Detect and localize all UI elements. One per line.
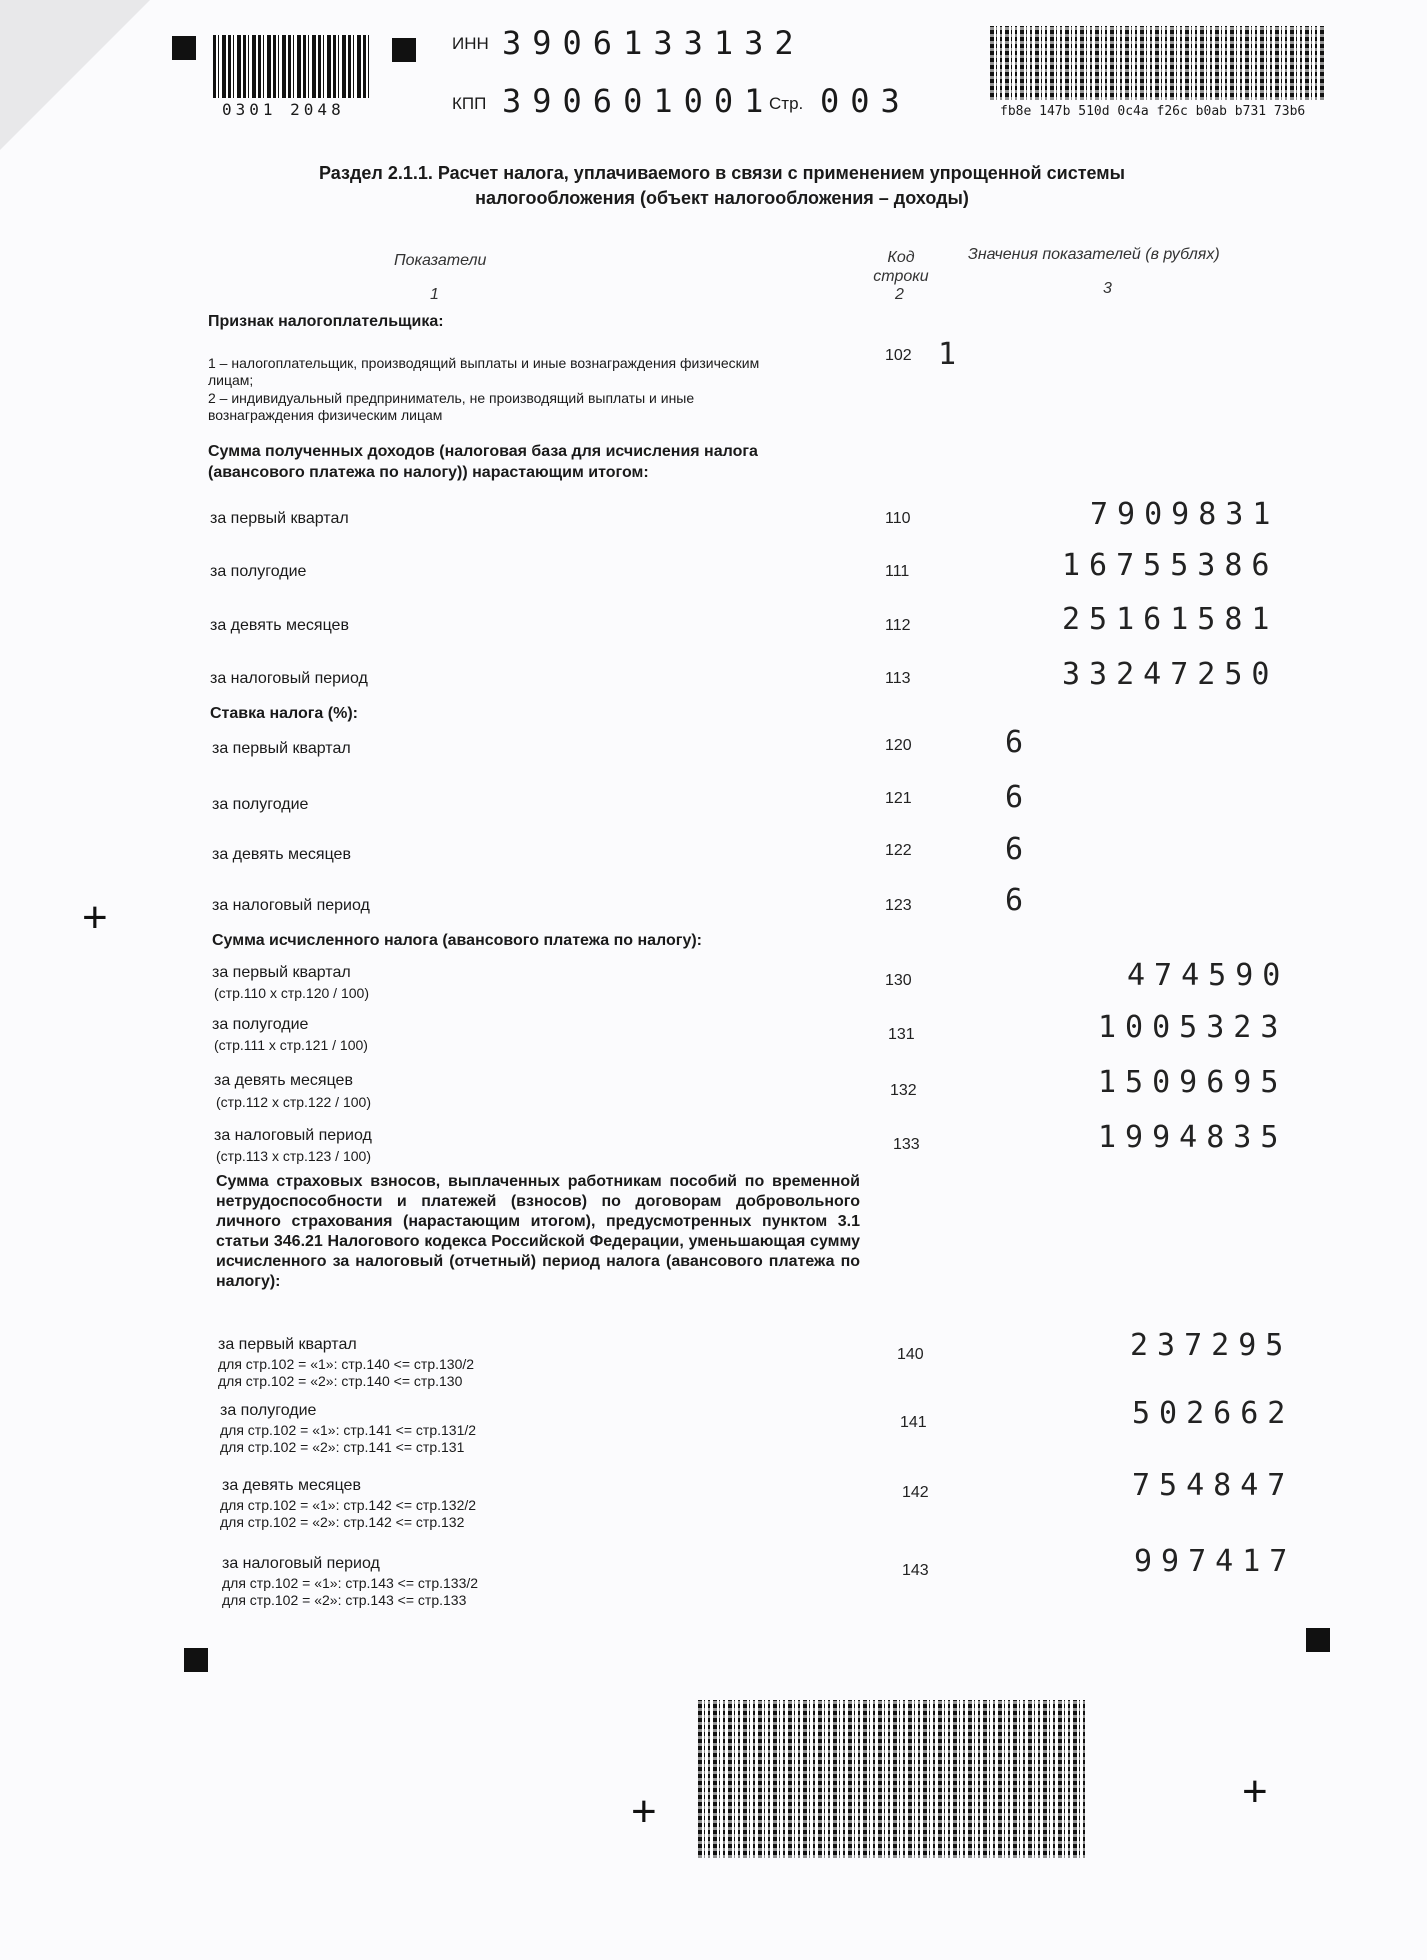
insurance-year-value: 997417	[1134, 1544, 1297, 1579]
line-code-120: 120	[885, 737, 912, 754]
rate-year-label: за налоговый период	[212, 897, 370, 914]
income-9m-label: за девять месяцев	[210, 617, 349, 634]
insurance-q1-label: за первый квартал	[218, 1336, 357, 1353]
registration-cross-bottom-left: +	[631, 1787, 657, 1836]
inn-label: ИНН	[452, 34, 489, 53]
calc-heading: Сумма исчисленного налога (авансового платежа по налогу):	[212, 932, 702, 949]
insurance-q1-cond2: для стр.102 = «2»: стр.140 <= стр.130	[218, 1373, 463, 1389]
insurance-9m-label: за девять месяцев	[222, 1477, 361, 1494]
taxpayer-option-2: 2 – индивидуальный предприниматель, не производящий выплаты и иные вознаграждения физическим лицам	[208, 390, 695, 423]
kpp-value: 390601001	[502, 82, 775, 120]
section-title-2: налогообложения (объект налогообложения – доходы)	[475, 188, 969, 208]
insurance-9m-cond2: для стр.102 = «2»: стр.142 <= стр.132	[220, 1514, 465, 1530]
rate-q1-value: 6	[1005, 725, 1033, 760]
income-year-value: 33247250	[1062, 657, 1279, 692]
page-fold	[0, 0, 150, 150]
page-label: Стр.	[769, 94, 804, 113]
insurance-q1-cond1: для стр.102 = «1»: стр.140 <= стр.130/2	[218, 1356, 475, 1372]
page-value: 003	[820, 82, 911, 120]
income-year-label: за налоговый период	[210, 670, 368, 687]
taxpayer-sign-value: 1	[938, 337, 966, 372]
line-code-102: 102	[885, 347, 912, 364]
taxpayer-option-1: 1 – налогоплательщик, производящий выплаты и иные вознаграждения физическим лицам;	[208, 355, 760, 388]
registration-cross-left: +	[82, 893, 108, 942]
line-code-123: 123	[885, 897, 912, 914]
income-heading: Сумма полученных доходов (налоговая база для исчисления налога (авансового платежа по налогу)) нарастающим итогом:	[208, 443, 758, 481]
inn-value: 3906133132	[502, 24, 805, 62]
insurance-9m-value: 754847	[1132, 1468, 1295, 1503]
insurance-h1-cond1: для стр.102 = «1»: стр.141 <= стр.131/2	[220, 1422, 477, 1438]
line-code-131: 131	[888, 1026, 915, 1043]
line-code-132: 132	[890, 1082, 917, 1099]
calc-9m-label: за девять месяцев	[214, 1072, 353, 1089]
registration-cross-bottom-right: +	[1242, 1767, 1268, 1816]
insurance-heading: Сумма страховых взносов, выплаченных работникам пособий по временной нетрудоспособности и платежей (взносов) по договорам добровольного личного страхования (нарастающим итогом), предусмотренных пунктом 3.1 статьи 346.21 Налогового кодекса Российской Федерации, уменьшающая сумму исчисленного за налоговый (отчетный) период налога (авансового платежа по налогу):	[216, 1173, 860, 1290]
insurance-year-cond1: для стр.102 = «1»: стр.143 <= стр.133/2	[222, 1575, 479, 1591]
income-h1-value: 16755386	[1062, 548, 1279, 583]
line-code-113: 113	[885, 670, 911, 687]
rate-9m-value: 6	[1005, 832, 1033, 867]
column-number-2: 2	[895, 286, 904, 303]
calc-q1-value: 474590	[1127, 958, 1290, 993]
calc-q1-label: за первый квартал	[212, 964, 351, 981]
barcode-left-number: 0301 2048	[222, 100, 345, 119]
calc-year-value: 1994835	[1098, 1120, 1288, 1155]
column-header-indicators: Показатели	[394, 252, 487, 269]
insurance-h1-label: за полугодие	[220, 1402, 317, 1419]
income-h1-label: за полугодие	[210, 563, 307, 580]
insurance-year-label: за налоговый период	[222, 1555, 380, 1572]
registration-marker-top-left-outer	[172, 36, 196, 60]
column-header-values: Значения показателей (в рублях)	[968, 246, 1220, 263]
line-code-130: 130	[885, 972, 912, 989]
insurance-9m-cond1: для стр.102 = «1»: стр.142 <= стр.132/2	[220, 1497, 477, 1513]
calc-h1-value: 1005323	[1098, 1010, 1288, 1045]
rate-9m-label: за девять месяцев	[212, 846, 351, 863]
line-code-140: 140	[897, 1346, 924, 1363]
registration-marker-top-left	[392, 38, 416, 62]
rate-h1-value: 6	[1005, 780, 1033, 815]
line-code-122: 122	[885, 842, 912, 859]
section-title: Раздел 2.1.1. Расчет налога, уплачиваемого в связи с применением упрощенной системы	[319, 163, 1125, 183]
line-code-121: 121	[885, 790, 912, 807]
calc-h1-label: за полугодие	[212, 1016, 309, 1033]
line-code-142: 142	[902, 1484, 929, 1501]
calc-q1-formula: (стр.110 х стр.120 / 100)	[214, 985, 369, 1001]
rate-year-value: 6	[1005, 883, 1033, 918]
column-header-code: Код строки	[873, 249, 929, 285]
line-code-112: 112	[885, 617, 911, 634]
line-code-111: 111	[885, 563, 910, 580]
calc-9m-formula: (стр.112 х стр.122 / 100)	[216, 1094, 371, 1110]
calc-h1-formula: (стр.111 х стр.121 / 100)	[214, 1037, 368, 1053]
calc-9m-value: 1509695	[1098, 1065, 1288, 1100]
income-9m-value: 25161581	[1062, 602, 1279, 637]
line-code-143: 143	[902, 1562, 929, 1579]
line-code-141: 141	[900, 1414, 927, 1431]
insurance-h1-cond2: для стр.102 = «2»: стр.141 <= стр.131	[220, 1439, 465, 1455]
column-number-3: 3	[1103, 280, 1112, 297]
kpp-label: КПП	[452, 94, 487, 113]
calc-year-label: за налоговый период	[214, 1127, 372, 1144]
barcode-right-text: fb8e 147b 510d 0c4a f26c b0ab b731 73b6	[1000, 104, 1306, 119]
rate-heading: Ставка налога (%):	[210, 705, 358, 722]
insurance-q1-value: 237295	[1130, 1328, 1293, 1363]
line-code-133: 133	[893, 1136, 920, 1153]
column-number-1: 1	[430, 286, 439, 303]
barcode-left	[213, 35, 369, 98]
insurance-h1-value: 502662	[1132, 1396, 1295, 1431]
barcode-right	[990, 26, 1325, 100]
calc-year-formula: (стр.113 х стр.123 / 100)	[216, 1148, 371, 1164]
income-q1-value: 7909831	[1090, 497, 1280, 532]
income-q1-label: за первый квартал	[210, 510, 349, 527]
insurance-year-cond2: для стр.102 = «2»: стр.143 <= стр.133	[222, 1592, 467, 1608]
registration-marker-bottom-right	[1306, 1628, 1330, 1652]
line-code-110: 110	[885, 510, 911, 527]
rate-h1-label: за полугодие	[212, 796, 309, 813]
registration-marker-bottom-left	[184, 1648, 208, 1672]
taxpayer-heading: Признак налогоплательщика:	[208, 313, 444, 330]
rate-q1-label: за первый квартал	[212, 740, 351, 757]
barcode-bottom	[698, 1700, 1085, 1858]
